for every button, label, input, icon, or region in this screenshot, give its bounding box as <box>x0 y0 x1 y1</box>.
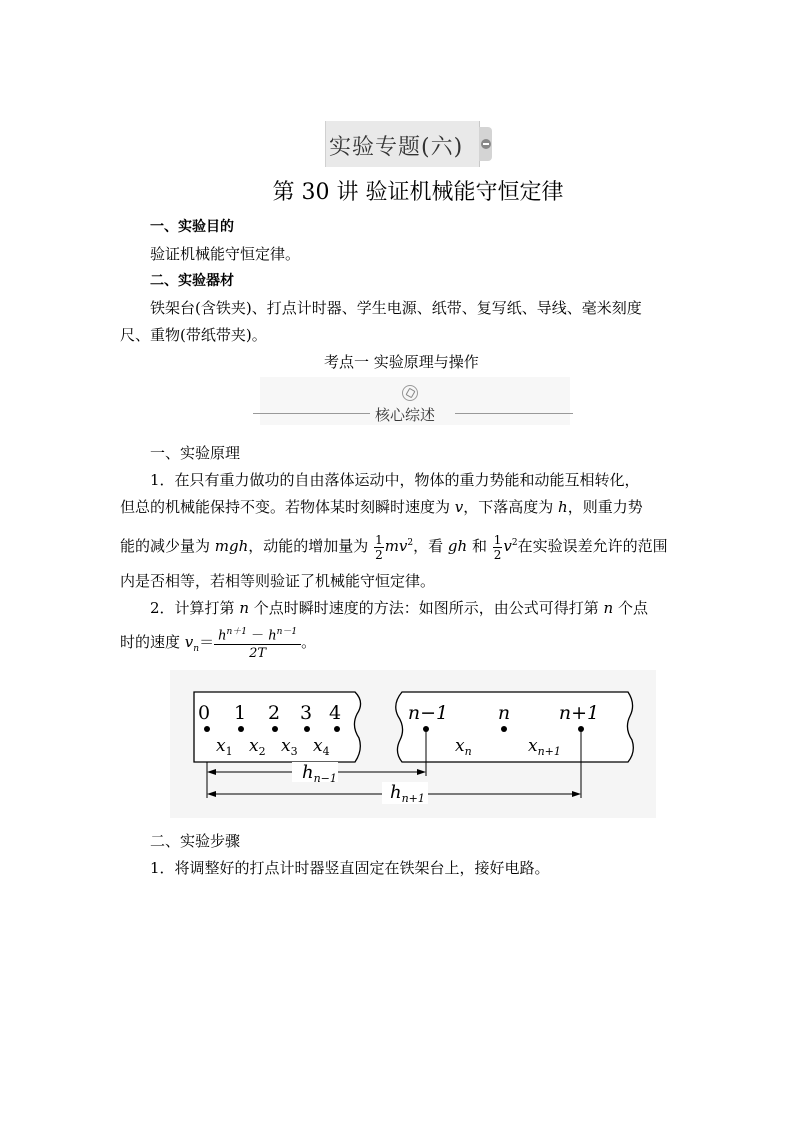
lecture-title: 第 30 讲 验证机械能守恒定律 <box>272 180 564 205</box>
interval-label-xn: $x_n$ <box>455 736 472 758</box>
interval-label-x4: $x_4$ <box>313 736 330 758</box>
interval-label-xn1: $x_{n+1}$ <box>528 736 561 758</box>
paper-tape-diagram <box>170 670 656 818</box>
pencil-icon <box>402 385 418 401</box>
point-label-1: 1 <box>233 702 247 724</box>
equipment-line-2: 尺、重物(带纸带夹)。 <box>120 326 267 344</box>
section-heading-equipment: 二、实验器材 <box>150 273 234 289</box>
point-label-0: 0 <box>197 702 211 724</box>
tape-dot-2 <box>272 726 278 732</box>
velocity-formula: $\frac{h^{n+1} - h^{n-1}}{2T}$ <box>214 624 301 662</box>
fraction-half-2: $\frac{1}{2}$ <box>493 532 502 562</box>
interval-label-x1: $x_1$ <box>216 736 233 758</box>
tape-dot-1 <box>238 726 244 732</box>
step-1: 1．将调整好的打点计时器竖直固定在铁架台上，接好电路。 <box>150 859 550 877</box>
purpose-text: 验证机械能守恒定律。 <box>150 245 301 263</box>
tape-dot-0 <box>204 726 210 732</box>
tape-dot-3 <box>304 726 310 732</box>
point-label-n: n <box>497 702 511 724</box>
point-label-n-plus-1: n+1 <box>558 702 600 724</box>
principle-p1-line1: 1．在只有重力做功的自由落体运动中，物体的重力势能和动能互相转化， <box>150 471 640 489</box>
point-label-4: 4 <box>328 702 342 724</box>
fraction-half: $\frac{1}{2}$ <box>375 532 383 562</box>
divider-left <box>253 413 370 414</box>
principle-p1-line3: 能的减少量为 mgh，动能的增加量为 $\frac{1}{2}$ $mv^2$，看 gh 和 $\frac{1}{2}$ $v^2$在实验误差允许的范围 <box>120 532 668 562</box>
interval-label-x2: $x_2$ <box>249 736 266 758</box>
point-label-3: 3 <box>299 702 313 724</box>
point-label-n-minus-1: n−1 <box>407 702 449 724</box>
distance-label-h-n-minus-1: $h_{n-1}$ <box>302 762 337 785</box>
point-title: 考点一 实验原理与操作 <box>324 353 479 371</box>
principle-p1-line2: 但总的机械能保持不变。若物体某时刻瞬时速度为 v，下落高度为 h，则重力势 <box>120 498 643 516</box>
interval-label-x3: $x_3$ <box>281 736 298 758</box>
principle-heading: 一、实验原理 <box>150 444 241 462</box>
section-heading-purpose: 一、实验目的 <box>150 219 234 235</box>
arrow-icon <box>481 139 491 149</box>
distance-label-h-n-plus-1: $h_{n+1}$ <box>390 782 425 805</box>
principle-p2-line2: 时的速度 $v_n=$ $\frac{h^{n+1} - h^{n-1}}{2T}$ 。 <box>120 622 316 669</box>
steps-heading: 二、实验步骤 <box>150 832 241 850</box>
tape-dot-n <box>501 726 507 732</box>
point-label-2: 2 <box>267 702 281 724</box>
tape-dot-4 <box>334 726 340 732</box>
section-banner-title: 实验专题(六) <box>329 135 464 160</box>
principle-p1-line4: 内是否相等，若相等则验证了机械能守恒定律。 <box>120 572 436 590</box>
divider-right <box>455 413 573 414</box>
principle-p2-line1: 2．计算打第 n 个点时瞬时速度的方法：如图所示，由公式可得打第 n 个点 <box>150 599 648 617</box>
equipment-line-1: 铁架台(含铁夹)、打点计时器、学生电源、纸带、复写纸、导线、毫米刻度 <box>150 299 642 317</box>
core-summary-label: 核心综述 <box>375 406 436 424</box>
